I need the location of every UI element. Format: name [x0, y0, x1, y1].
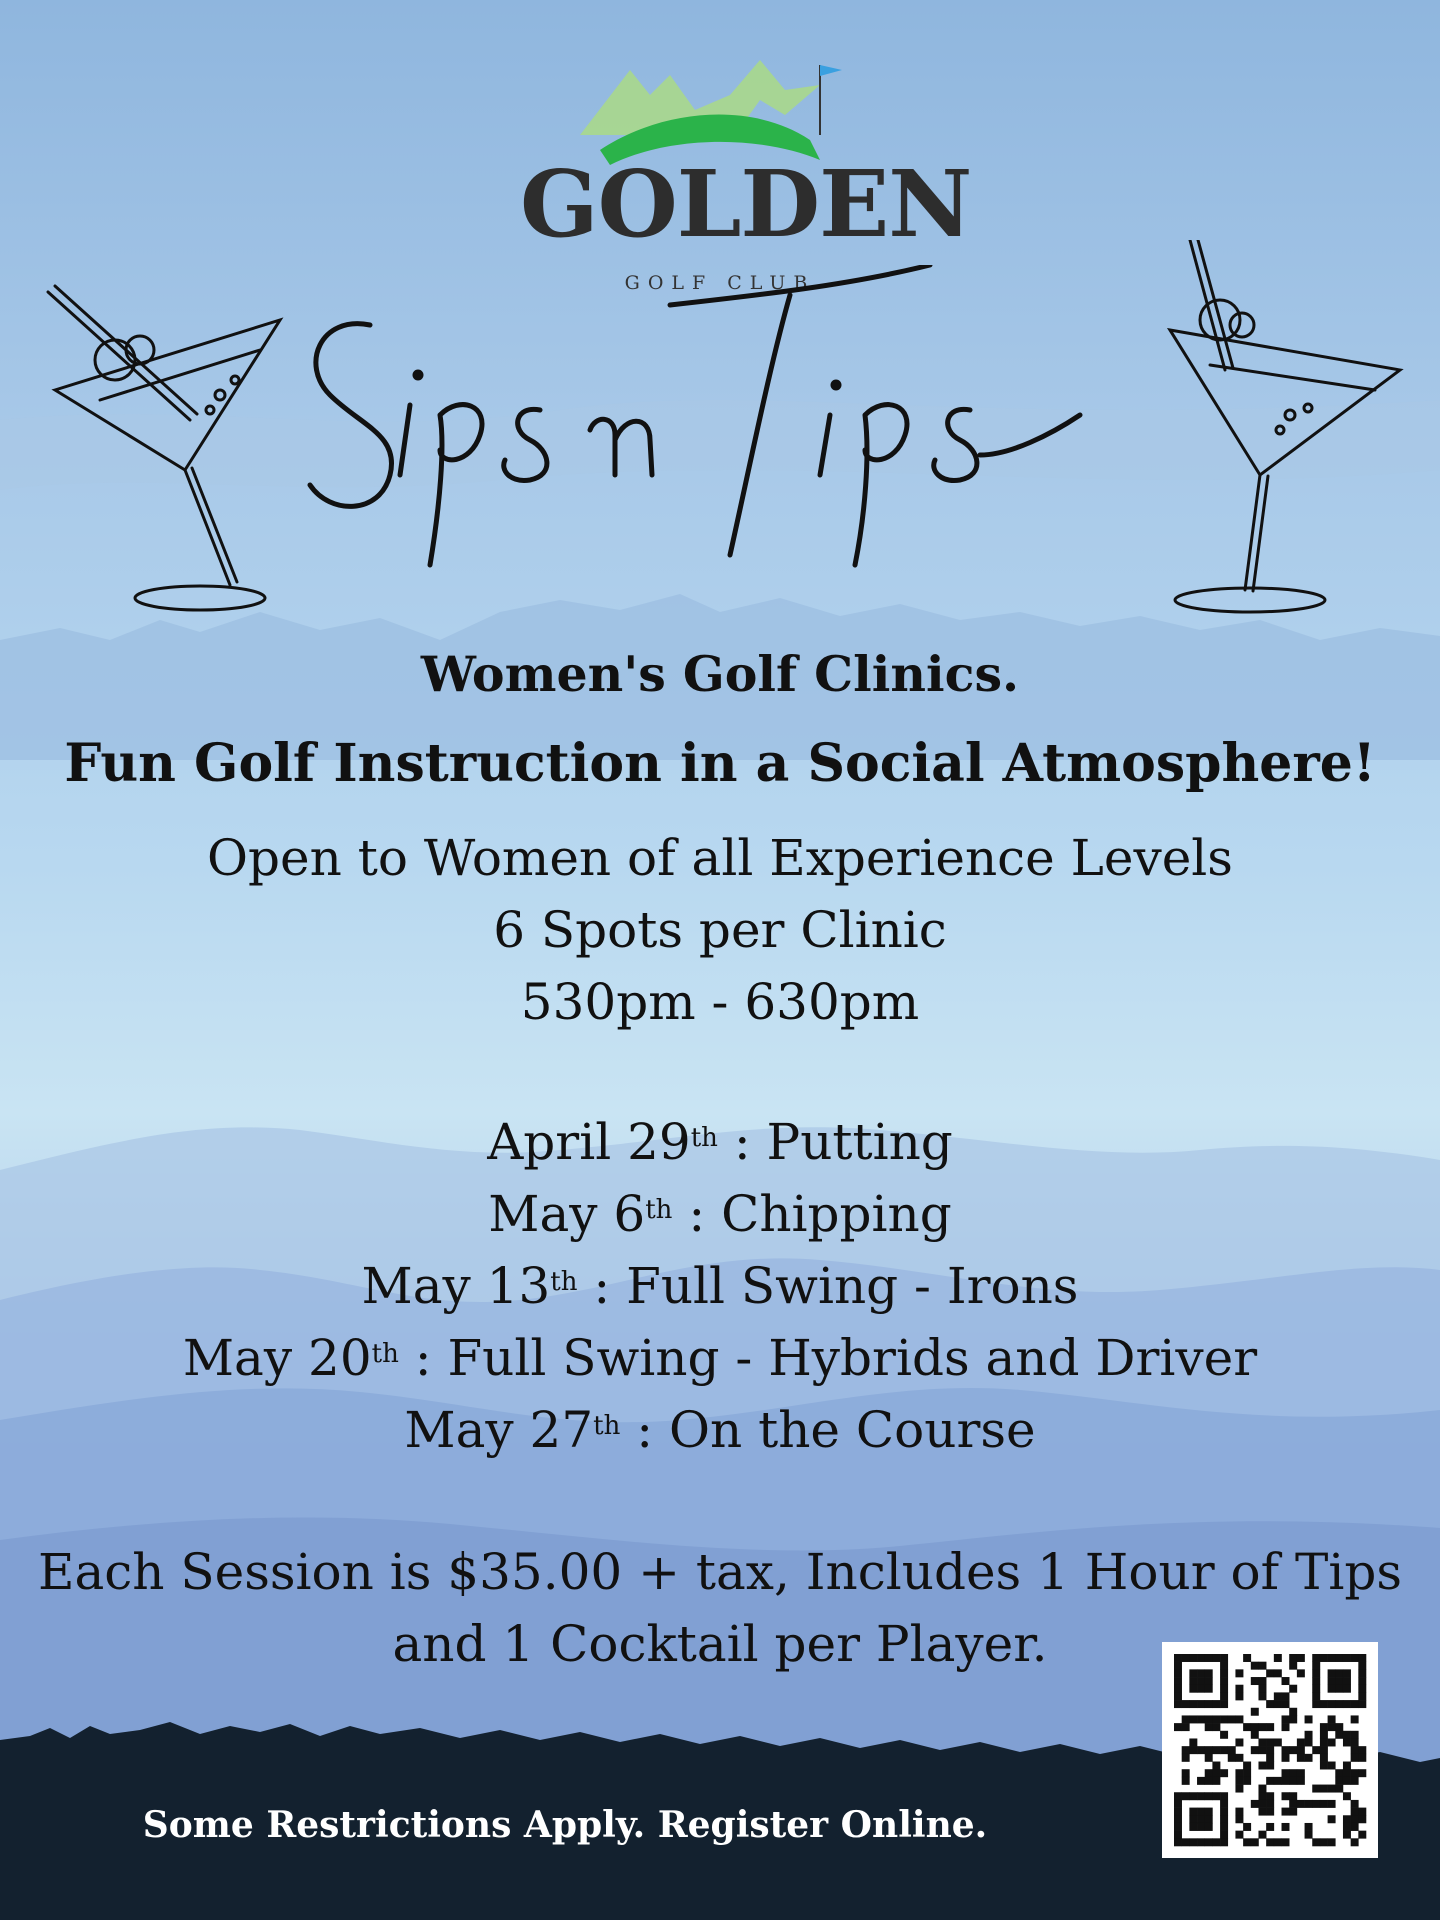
date-suffix: th [593, 1411, 621, 1441]
schedule-item [0, 1394, 1440, 1466]
pricing-line: Each Session is $35.00 + tax, Includes 1 Hour of Tips [37, 1543, 1403, 1601]
schedule-list [0, 1106, 1440, 1466]
schedule-topic: : Full Swing - Hybrids and Driver [414, 1329, 1258, 1387]
schedule-item [0, 1322, 1440, 1394]
qr-code-graphic [1162, 1642, 1378, 1858]
schedule-date: May 6 [488, 1185, 646, 1243]
martini-glass-icon [1150, 240, 1410, 620]
date-suffix: th [645, 1195, 673, 1225]
footer-note: Some Restrictions Apply. Register Online. [142, 1804, 988, 1846]
date-suffix: th [371, 1339, 399, 1369]
schedule-topic: : Chipping [688, 1185, 952, 1243]
golden-golf-club-logo [520, 40, 972, 294]
date-suffix: th [550, 1267, 578, 1297]
schedule-topic: : Full Swing - Irons [593, 1257, 1079, 1315]
schedule-topic: : Putting [733, 1113, 953, 1171]
tagline: Fun Golf Instruction in a Social Atmosphere! [64, 733, 1376, 794]
pricing-line: and 1 Cocktail per Player. [392, 1615, 1048, 1673]
martini-glass-icon [40, 280, 300, 620]
date-suffix: th [690, 1123, 718, 1153]
sips-n-tips-script-title [290, 265, 1150, 595]
schedule-item [0, 1250, 1440, 1322]
schedule-date: May 13 [361, 1257, 551, 1315]
logo-subtitle: GOLF CLUB [624, 272, 816, 294]
schedule-date: May 27 [404, 1401, 594, 1459]
detail-line: Open to Women of all Experience Levels [207, 829, 1233, 887]
qr-code-icon[interactable] [1162, 1642, 1378, 1858]
schedule-item [0, 1106, 1440, 1178]
schedule-topic: : On the Course [636, 1401, 1036, 1459]
headline: Women's Golf Clinics. [420, 645, 1020, 703]
logo-wordmark: GOLDEN [520, 150, 972, 258]
schedule-item [0, 1178, 1440, 1250]
schedule-date: May 20 [182, 1329, 372, 1387]
clinic-details [0, 822, 1440, 1038]
detail-line: 6 Spots per Clinic [493, 901, 947, 959]
detail-line: 530pm - 630pm [520, 973, 920, 1031]
schedule-date: April 29 [487, 1113, 691, 1171]
